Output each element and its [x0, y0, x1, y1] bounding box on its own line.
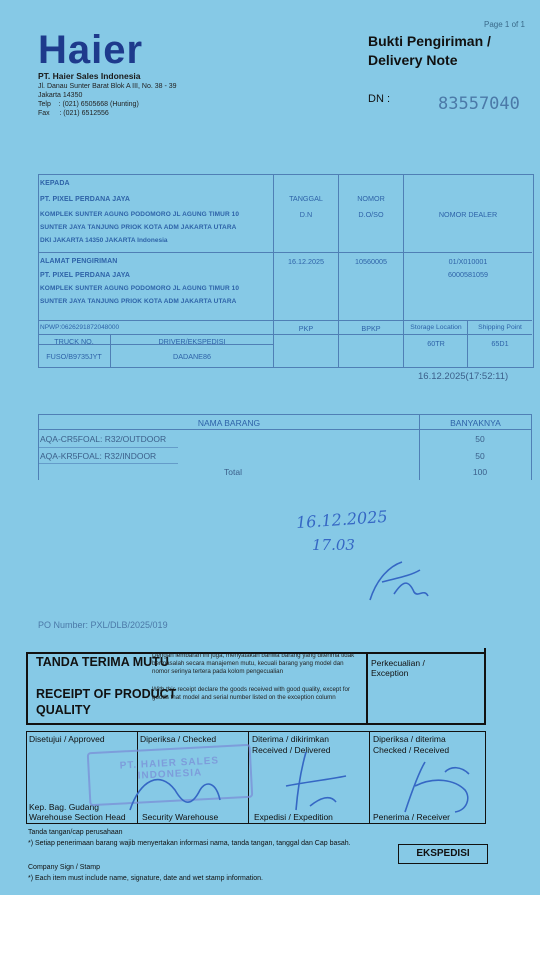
- sig-checked-label: Diperiksa / Checked: [140, 734, 217, 744]
- consignee-name: PT. PIXEL PERDANA JAYA: [40, 196, 130, 203]
- receipt-of-product-title: RECEIPT OF PRODUCT QUALITY: [36, 687, 177, 717]
- sig-receiver-label: Penerima / Receiver: [373, 812, 451, 822]
- ship-to-name: PT. PIXEL PERDANA JAYA: [40, 272, 130, 279]
- truck-no-label: TRUCK NO.: [54, 337, 94, 346]
- col-nama-barang: NAMA BARANG: [197, 418, 261, 428]
- truck-no-value: FUSO/B9735JYT: [46, 352, 102, 361]
- tanda-terima-mutu-title: TANDA TERIMA MUTU: [36, 655, 169, 669]
- dealer-value-2: 6000581059: [448, 270, 488, 279]
- item-row-1-name: AQA-CR5FOAL: R32/OUTDOOR: [40, 434, 167, 444]
- shipping-point-label: Shipping Point: [478, 324, 522, 331]
- handwritten-time: 17.03: [312, 536, 355, 554]
- driver-value: DADANE86: [173, 352, 211, 361]
- nomor-label: NOMOR: [357, 194, 385, 203]
- consignee-address-3: DKI JAKARTA 14350 JAKARTA Indonesia: [40, 237, 168, 244]
- nomor-dealer-label: NOMOR DEALER: [438, 210, 498, 219]
- copy-label-ekspedisi: EKSPEDISI: [398, 844, 488, 864]
- total-label: Total: [224, 467, 242, 477]
- tanggal-label: TANGGAL: [289, 194, 323, 203]
- sig-expedition-label: Expedisi / Expedition: [254, 812, 333, 822]
- ship-to-address-1: KOMPLEK SUNTER AGUNG PODOMORO JL AGUNG TIMUR 10: [40, 285, 240, 292]
- sig-warehouse-head-label: Kep. Bag. Gudang Warehouse Section Head: [29, 802, 126, 822]
- pkp-label: PKP: [298, 324, 314, 333]
- sig-approved-label: Disetujui / Approved: [29, 734, 105, 744]
- document-title: Bukti Pengiriman / Delivery Note: [368, 33, 491, 68]
- ship-to-address-2: SUNTER JAYA TANJUNG PRIOK KOTA ADM JAKARTA UTARA: [40, 298, 237, 305]
- sig-checked-received-label: Diperiksa / diterima Checked / Received: [373, 734, 450, 755]
- sig-security-label: Security Warehouse: [142, 812, 219, 822]
- handwritten-signature-top: [362, 548, 442, 608]
- signature-warehouse: [120, 760, 230, 820]
- company-name: PT. Haier Sales Indonesia: [38, 71, 141, 81]
- driver-label: DRIVER/EKSPEDISI: [158, 337, 226, 346]
- signature-expedition: [276, 746, 356, 816]
- bpkp-label: BPKP: [361, 324, 381, 333]
- storage-location-value: 60TR: [427, 339, 445, 348]
- nomor-value: 10560005: [355, 257, 387, 266]
- dealer-value-1: 01/X010001: [448, 257, 488, 266]
- company-address: Jl. Danau Sunter Barat Blok A III, No. 38 - 39 Jakarta 14350 Telp : (021) 6505668 (Hunting) Fax : (021) 6512556: [38, 83, 177, 117]
- signature-receiver: [395, 752, 485, 822]
- haier-logo: Haier: [38, 28, 144, 72]
- footer-line-1: Tanda tangan/cap perusahaan: [28, 829, 123, 836]
- total-value: 100: [472, 467, 488, 477]
- po-number: PO Number: PXL/DLB/2025/019: [38, 620, 168, 630]
- item-row-1-qty: 50: [475, 434, 485, 444]
- tanggal-value: 16.12.2025: [288, 257, 324, 266]
- company-stamp: PT. HAIER SALES INDONESIA: [87, 744, 254, 807]
- storage-location-label: Storage Location: [410, 324, 462, 331]
- alamat-pengiriman-label: ALAMAT PENGIRIMAN: [40, 258, 118, 265]
- handwritten-date: 16.12.2025: [295, 506, 389, 533]
- exception-label: Perkecualian / Exception: [371, 658, 425, 678]
- dn-label: DN :: [368, 93, 390, 105]
- kepada-label: KEPADA: [40, 180, 70, 187]
- consignee-address-1: KOMPLEK SUNTER AGUNG PODOMORO JL AGUNG TIMUR 10: [40, 211, 240, 218]
- footer-line-2: *) Setiap penerimaan barang wajib menyertakan informasi nama, tanda tangan, tanggal dan Cap basah.: [28, 840, 351, 847]
- item-row-2-qty: 50: [475, 451, 485, 461]
- sig-received-label: Diterima / dikirimkan Received / Delivered: [252, 734, 331, 755]
- print-timestamp: 16.12.2025(17:52:11): [418, 371, 509, 382]
- receipt-text-id: Dengan lembaran ini juga, menyatakan bahwa barang yang diterima tidak bermasalah secara manajemen mutu, kecuali barang yang model dan nomor serinya tertera pada kolom pengecualian: [152, 652, 355, 675]
- footer-line-3: Company Sign / Stamp: [28, 864, 100, 871]
- col-banyaknya: BANYAKNYA: [450, 418, 501, 428]
- consignee-address-2: SUNTER JAYA TANJUNG PRIOK KOTA ADM JAKARTA UTARA: [40, 224, 237, 231]
- tanggal-sub: D.N: [299, 210, 313, 219]
- page-number: Page 1 of 1: [484, 20, 525, 29]
- item-row-2-name: AQA-KR5FOAL: R32/INDOOR: [40, 451, 157, 461]
- dn-number: 83557040: [438, 94, 520, 114]
- footer-line-4: *) Each item must include name, signature, date and wet stamp information.: [28, 875, 264, 882]
- npwp: NPWP:0626291872048000: [40, 324, 120, 331]
- nomor-sub: D.O/SO: [358, 210, 384, 219]
- receipt-text-en: With this receipt declare the goods received with good quality, except for goods that model and serial number listed on the exception column: [152, 686, 350, 701]
- shipping-point-value: 65D1: [491, 339, 509, 348]
